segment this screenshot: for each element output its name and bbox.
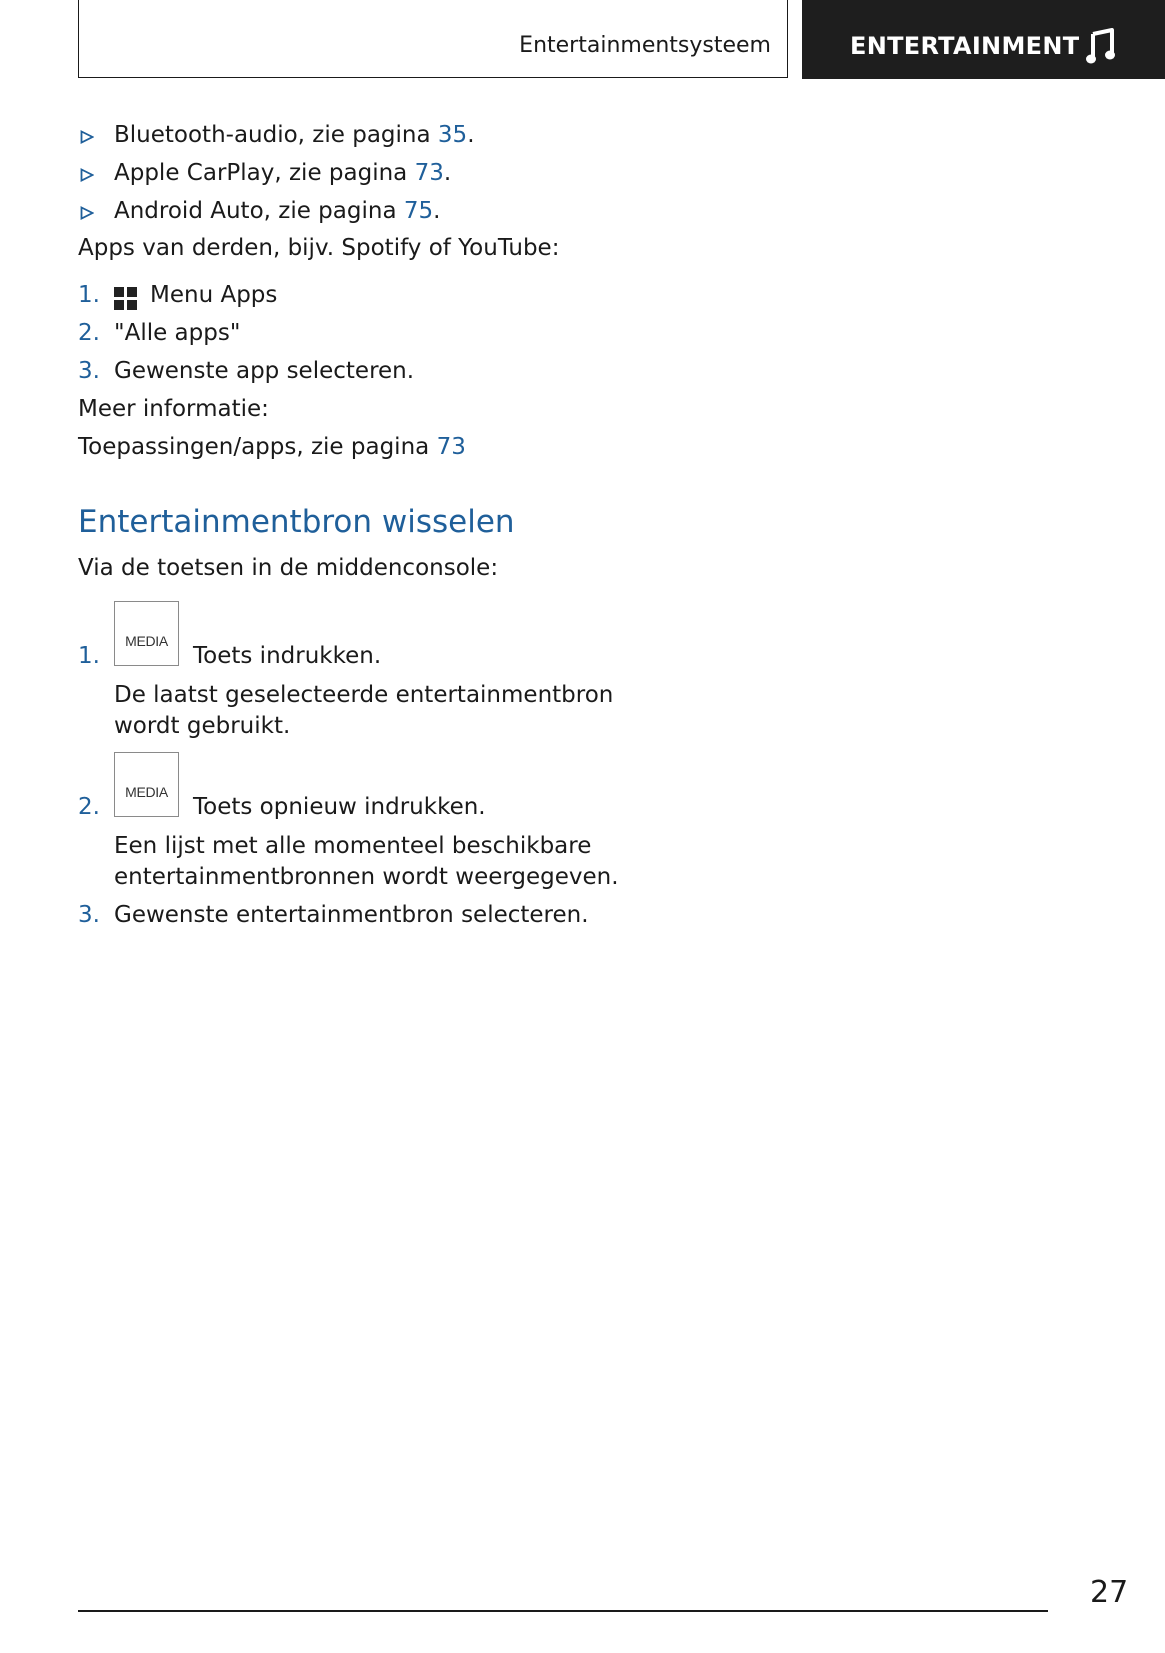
section-intro: Via de toetsen in de middenconsole:: [78, 555, 499, 581]
apps-grid-icon: [114, 287, 138, 311]
header-box: [78, 0, 788, 78]
more-info-reference: Toepassingen/apps, zie pagina 73: [78, 434, 466, 460]
music-note-icon: [1086, 28, 1116, 66]
page-number: 27: [1090, 1575, 1129, 1610]
third-party-intro: Apps van derden, bijv. Spotify of YouTube:: [78, 235, 560, 261]
triangle-bullet-icon: [80, 130, 94, 144]
step-number: 3.: [78, 902, 100, 928]
step-note-line: entertainmentbronnen wordt weergegeven.: [114, 864, 619, 890]
page-link[interactable]: 35: [437, 122, 468, 148]
chapter-tab-label: ENTERTAINMENT: [850, 32, 1080, 60]
section-title: Entertainmentsysteem: [519, 33, 771, 58]
step-number: 3.: [78, 358, 100, 384]
step-note-line: Een lijst met alle momenteel beschikbare: [114, 833, 592, 859]
media-key-icon: MEDIA: [114, 601, 179, 666]
step-number: 1.: [78, 643, 100, 669]
chapter-tab[interactable]: [802, 0, 1165, 79]
triangle-bullet-icon: [80, 206, 94, 220]
page-link[interactable]: 75: [403, 198, 434, 224]
step-number: 2.: [78, 320, 100, 346]
step-number: 2.: [78, 794, 100, 820]
more-info-label: Meer informatie:: [78, 396, 269, 422]
section-heading: Entertainmentbron wisselen: [78, 504, 515, 540]
triangle-bullet-icon: [80, 168, 94, 182]
step-note-line: wordt gebruikt.: [114, 713, 291, 739]
media-key-icon: MEDIA: [114, 752, 179, 817]
step-note-line: De laatst geselecteerde entertainmentbron: [114, 682, 614, 708]
page-link[interactable]: 73: [414, 160, 444, 186]
page-link[interactable]: 73: [436, 434, 466, 460]
footer-rule: [78, 1610, 1048, 1612]
step-number: 1.: [78, 282, 100, 308]
